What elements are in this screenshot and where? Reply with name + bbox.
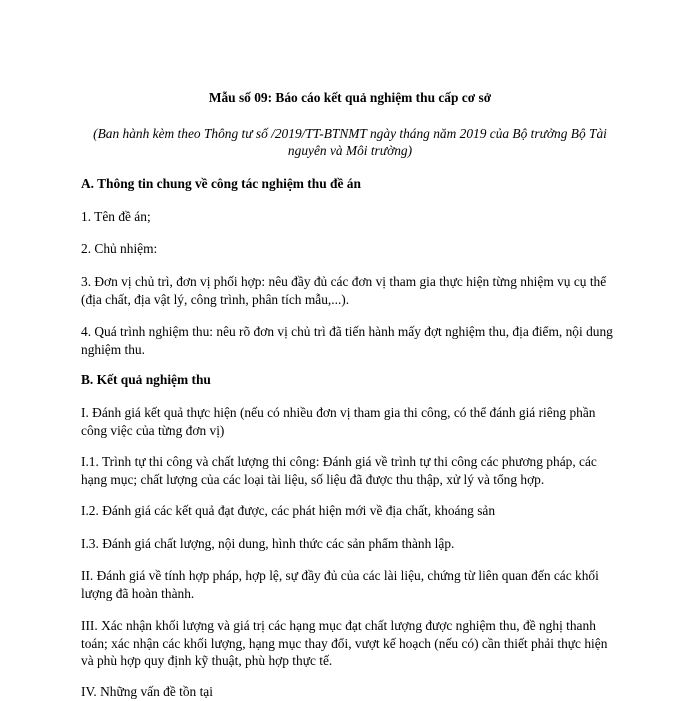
- section-a-item-1: 1. Tên đề án;: [81, 209, 151, 224]
- section-a-heading: A. Thông tin chung về công tác nghiệm thu đề án: [81, 176, 361, 191]
- document-subtitle: (Ban hành kèm theo Thông tư số /2019/TT-BTNMT ngày tháng năm 2019 của Bộ trưởng Bộ Tài nguyên và Môi trường): [93, 126, 607, 158]
- section-b-item-4: I.3. Đánh giá chất lượng, nội dung, hình thức các sản phẩm thành lập.: [81, 536, 455, 551]
- section-b-item-3: I.2. Đánh giá các kết quả đạt được, các phát hiện mới về địa chất, khoáng sản: [81, 503, 496, 518]
- section-b-item-6: III. Xác nhận khối lượng và giá trị các hạng mục đạt chất lượng được nghiệm thu, đề nghị thanh toán; xác nhận các khối lượng, hạng mục thay đổi, vượt kế hoạch (nếu có) cần thiết phải thực hiện và phù hợp quy định kỹ thuật, phù hợp thực tế.: [81, 618, 608, 668]
- section-b-item-7: IV. Những vấn đề tồn tại: [81, 684, 213, 699]
- section-b-item-5: II. Đánh giá về tính hợp pháp, hợp lệ, sự đầy đủ của các lài liệu, chứng từ liên quan đến các khối lượng đã hoàn thành.: [81, 568, 599, 601]
- section-a-item-2: 2. Chủ nhiệm:: [81, 241, 158, 256]
- section-a-item-4: 4. Quá trình nghiệm thu: nêu rõ đơn vị chủ trì đã tiến hành mấy đợt nghiệm thu, địa điểm, nội dung nghiệm thu.: [81, 324, 613, 357]
- section-b-heading: B. Kết quả nghiệm thu: [81, 372, 211, 387]
- document-title: Mẫu số 09: Báo cáo kết quả nghiệm thu cấp cơ sở: [208, 90, 492, 105]
- section-b-item-2: I.1. Trình tự thi công và chất lượng thi công: Đánh giá về trình tự thi công các phương pháp, các hạng mục; chất lượng của các loại tài liệu, số liệu đã được thu thập, xử lý và tổng hợp.: [81, 454, 597, 487]
- section-a-item-3: 3. Đơn vị chủ trì, đơn vị phối hợp: nêu đầy đủ các đơn vị tham gia thực hiện từng nhiệm vụ cụ thể (địa chất, địa vật lý, công trình, phân tích mẫu,...).: [81, 274, 607, 307]
- section-b-item-1: I. Đánh giá kết quả thực hiện (nếu có nhiều đơn vị tham gia thi công, có thể đánh giá riêng phần công việc của từng đơn vị): [81, 405, 596, 438]
